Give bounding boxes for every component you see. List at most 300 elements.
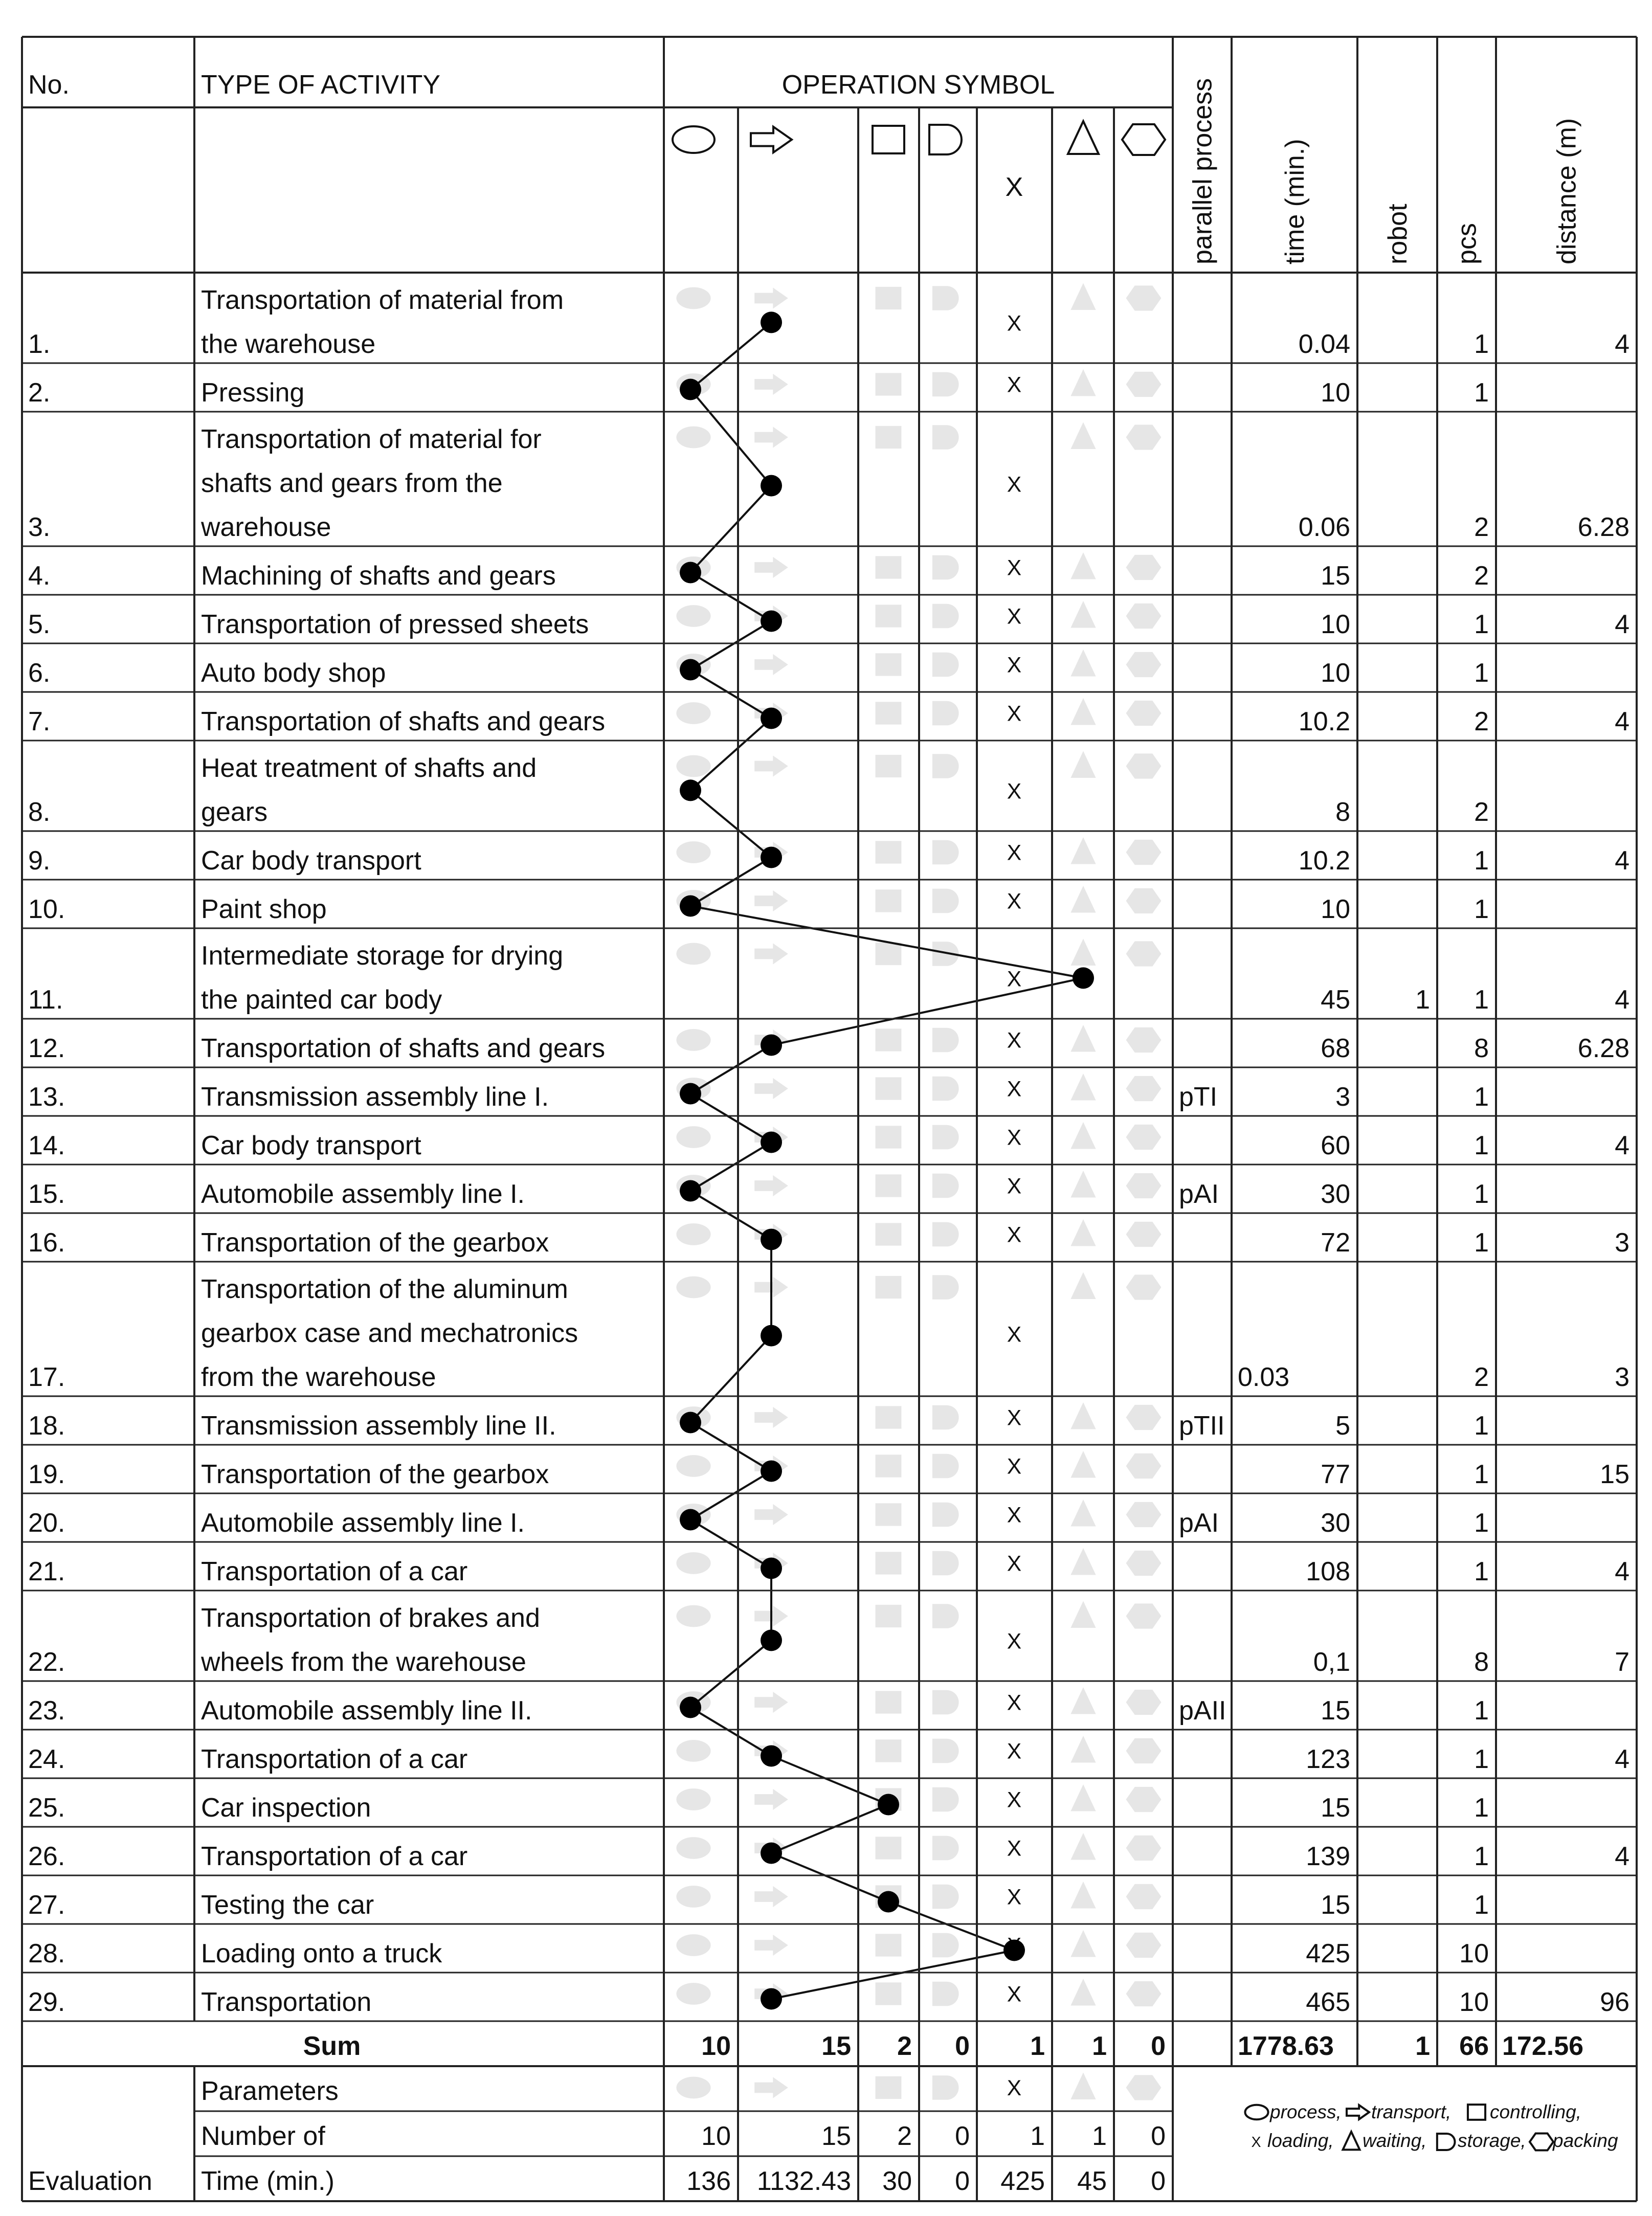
- faint-packing-symbol-icon: [1126, 1274, 1162, 1300]
- legend-loading-label: loading,: [1267, 2130, 1334, 2151]
- faint-transport-symbol-icon: [754, 1886, 788, 1907]
- selected-symbol-dot: [761, 311, 782, 333]
- row-activity-line: Transportation of brakes and: [201, 1603, 540, 1633]
- row-number: 13.: [28, 1082, 65, 1112]
- row-distance: 4: [1615, 1744, 1629, 1774]
- faint-packing-symbol-icon: [1126, 1738, 1162, 1763]
- row-time: 10.2: [1298, 846, 1350, 876]
- faint-loading-symbol-icon: X: [1007, 840, 1022, 865]
- row-number: 27.: [28, 1890, 65, 1920]
- faint-waiting-symbol-icon: [1070, 1548, 1096, 1575]
- evaluation-number-value: 15: [821, 2121, 851, 2151]
- row-activity-line: Car inspection: [201, 1793, 371, 1823]
- row-number: 14.: [28, 1131, 65, 1160]
- row-pcs: 1: [1474, 1228, 1489, 1258]
- selected-symbol-dot: [680, 779, 701, 801]
- selected-symbol-dot: [680, 1412, 701, 1434]
- row-activity-line: the warehouse: [201, 329, 376, 359]
- faint-controlling-symbol-icon: [876, 1934, 902, 1956]
- row-pcs: 2: [1474, 797, 1489, 827]
- sum-symbol-count: 1: [1092, 2031, 1107, 2061]
- faint-waiting-symbol-icon: [1070, 2072, 1096, 2099]
- legend-process-icon: [1245, 2105, 1268, 2120]
- header-robot: robot: [1383, 204, 1413, 264]
- evaluation-time-value: 425: [1000, 2166, 1045, 2196]
- selected-symbol-dot: [761, 611, 782, 632]
- evaluation-number-value: 1: [1092, 2121, 1107, 2151]
- faint-loading-symbol-icon: X: [1007, 1836, 1022, 1861]
- evaluation-number-value: 0: [955, 2121, 970, 2151]
- row-activity-line: warehouse: [201, 512, 331, 542]
- row-activity-line: Transportation of a car: [201, 1744, 468, 1774]
- row-number: 16.: [28, 1228, 65, 1258]
- row-number: 21.: [28, 1557, 65, 1586]
- faint-storage-symbol-icon: [932, 1077, 959, 1101]
- row-activity-line: Automobile assembly line I.: [201, 1508, 525, 1538]
- row-time: 0.03: [1238, 1362, 1290, 1392]
- faint-packing-symbol-icon: [1126, 1551, 1162, 1576]
- sum-distance: 172.56: [1502, 2031, 1584, 2061]
- row-pcs: 1: [1474, 1842, 1489, 1871]
- evaluation-number-value: 2: [897, 2121, 912, 2151]
- selected-symbol-dot: [680, 1083, 701, 1105]
- faint-controlling-symbol-icon: [876, 426, 902, 449]
- row-time: 139: [1306, 1842, 1350, 1871]
- row-distance: 4: [1615, 329, 1629, 359]
- evaluation-number-value: 1: [1030, 2121, 1045, 2151]
- row-pcs: 2: [1474, 1362, 1489, 1392]
- row-activity-line: Transportation of shafts and gears: [201, 707, 606, 736]
- selected-symbol-dot: [761, 475, 782, 497]
- evaluation-time-value: 45: [1077, 2166, 1107, 2196]
- faint-controlling-symbol-icon: [876, 702, 902, 724]
- faint-controlling-symbol-icon: [876, 653, 902, 676]
- row-activity-line: from the warehouse: [201, 1362, 436, 1392]
- row-number: 8.: [28, 797, 51, 827]
- evaluation-time-value: 136: [686, 2166, 731, 2196]
- faint-waiting-symbol-icon: [1070, 1687, 1096, 1714]
- row-parallel-process: pTI: [1179, 1082, 1218, 1112]
- faint-process-symbol-icon: [676, 605, 710, 627]
- faint-packing-symbol-icon: [1126, 941, 1162, 966]
- faint-process-symbol-icon: [676, 1126, 710, 1148]
- row-activity-line: Transportation of material from: [201, 285, 564, 315]
- faint-waiting-symbol-icon: [1070, 886, 1096, 912]
- faint-storage-symbol-icon: [932, 840, 959, 865]
- faint-controlling-symbol-icon: [876, 605, 902, 627]
- faint-transport-symbol-icon: [754, 890, 788, 911]
- header-no: No.: [28, 70, 70, 100]
- selected-symbol-dot: [761, 1745, 782, 1767]
- row-number: 9.: [28, 846, 51, 876]
- row-pcs: 10: [1459, 1987, 1489, 2017]
- row-pcs: 1: [1474, 1179, 1489, 1209]
- selected-symbol-dot: [680, 562, 701, 584]
- row-time: 108: [1306, 1557, 1350, 1586]
- row-time: 10: [1321, 658, 1350, 688]
- row-time: 0.06: [1298, 512, 1350, 542]
- row-number: 5.: [28, 610, 51, 639]
- legend-storage-label: storage,: [1458, 2130, 1526, 2151]
- faint-loading-symbol-icon: X: [1007, 1551, 1022, 1576]
- evaluation-time-value: 1132.43: [756, 2166, 851, 2196]
- header-pcs: pcs: [1452, 223, 1482, 264]
- faint-waiting-symbol-icon: [1070, 1025, 1096, 1051]
- row-number: 23.: [28, 1696, 65, 1726]
- row-time: 8: [1335, 797, 1350, 827]
- faint-transport-symbol-icon: [754, 1935, 788, 1956]
- faint-storage-symbol-icon: [932, 754, 959, 778]
- faint-loading-symbol-icon: X: [1007, 1174, 1022, 1199]
- row-distance: 4: [1615, 610, 1629, 639]
- faint-controlling-symbol-icon: [876, 1454, 902, 1477]
- legend-loading-icon: X: [1251, 2134, 1261, 2151]
- row-pcs: 8: [1474, 1034, 1489, 1063]
- faint-process-symbol-icon: [676, 1552, 710, 1574]
- selected-symbol-dot: [761, 1132, 782, 1153]
- faint-loading-symbol-icon: X: [1007, 779, 1022, 804]
- sum-symbol-count: 0: [1151, 2031, 1166, 2061]
- row-pcs: 1: [1474, 1793, 1489, 1823]
- faint-process-symbol-icon: [676, 1223, 710, 1245]
- faint-loading-symbol-icon: X: [1007, 1028, 1022, 1053]
- faint-storage-symbol-icon: [932, 604, 959, 629]
- row-number: 19.: [28, 1460, 65, 1489]
- faint-loading-symbol-icon: X: [1007, 1077, 1022, 1102]
- faint-packing-symbol-icon: [1126, 1787, 1162, 1812]
- row-distance: 4: [1615, 985, 1629, 1015]
- faint-loading-symbol-icon: X: [1007, 555, 1022, 580]
- faint-process-symbol-icon: [676, 1886, 710, 1908]
- row-distance: 15: [1600, 1460, 1629, 1489]
- selected-symbol-dot: [761, 708, 782, 729]
- row-pcs: 1: [1474, 658, 1489, 688]
- selected-symbol-dot: [878, 1794, 899, 1816]
- faint-storage-symbol-icon: [932, 1885, 959, 1909]
- faint-loading-symbol-icon: X: [1007, 2075, 1022, 2100]
- sum-symbol-count: 2: [897, 2031, 912, 2061]
- selected-symbol-dot: [761, 1229, 782, 1250]
- faint-packing-symbol-icon: [1126, 1603, 1162, 1628]
- faint-controlling-symbol-icon: [876, 373, 902, 395]
- faint-storage-symbol-icon: [932, 1174, 959, 1198]
- header-activity: TYPE OF ACTIVITY: [201, 70, 441, 100]
- faint-loading-symbol-icon: X: [1007, 1885, 1022, 1910]
- row-number: 24.: [28, 1744, 65, 1774]
- row-pcs: 2: [1474, 512, 1489, 542]
- row-number: 15.: [28, 1179, 65, 1209]
- row-pcs: 1: [1474, 1082, 1489, 1112]
- row-time: 77: [1321, 1460, 1350, 1489]
- faint-waiting-symbol-icon: [1070, 1451, 1096, 1478]
- faint-loading-symbol-icon: X: [1007, 1125, 1022, 1150]
- faint-process-symbol-icon: [676, 1740, 710, 1762]
- row-number: 7.: [28, 707, 51, 736]
- faint-process-symbol-icon: [676, 287, 710, 309]
- faint-controlling-symbol-icon: [876, 1223, 902, 1245]
- faint-transport-symbol-icon: [754, 1504, 788, 1525]
- legend-packing-icon: [1530, 2134, 1553, 2151]
- faint-process-symbol-icon: [676, 1277, 710, 1299]
- row-time: 123: [1306, 1744, 1350, 1774]
- faint-waiting-symbol-icon: [1070, 751, 1096, 777]
- row-pcs: 1: [1474, 894, 1489, 924]
- faint-waiting-symbol-icon: [1070, 1219, 1096, 1246]
- faint-transport-symbol-icon: [754, 1789, 788, 1810]
- row-activity-line: Transportation of the aluminum: [201, 1274, 568, 1304]
- faint-loading-symbol-icon: X: [1007, 1322, 1022, 1347]
- faint-controlling-symbol-icon: [876, 943, 902, 965]
- row-number: 28.: [28, 1939, 65, 1968]
- faint-storage-symbol-icon: [932, 1739, 959, 1763]
- faint-waiting-symbol-icon: [1070, 1979, 1096, 2005]
- selected-symbol-dot: [680, 1509, 701, 1531]
- row-number: 22.: [28, 1647, 65, 1677]
- row-time: 0,1: [1313, 1647, 1350, 1677]
- legend-waiting-label: waiting,: [1363, 2130, 1427, 2151]
- row-number: 20.: [28, 1508, 65, 1538]
- row-activity-line: Transportation of pressed sheets: [201, 610, 589, 639]
- row-time: 0.04: [1298, 329, 1350, 359]
- row-activity-line: Automobile assembly line II.: [201, 1696, 532, 1726]
- selected-symbol-dot: [761, 1325, 782, 1347]
- faint-loading-symbol-icon: X: [1007, 372, 1022, 397]
- faint-storage-symbol-icon: [932, 701, 959, 726]
- faint-storage-symbol-icon: [932, 1787, 959, 1812]
- row-time: 30: [1321, 1179, 1350, 1209]
- faint-packing-symbol-icon: [1126, 1222, 1162, 1247]
- row-distance: 4: [1615, 1131, 1629, 1160]
- faint-storage-symbol-icon: [932, 1690, 959, 1715]
- faint-transport-symbol-icon: [754, 943, 788, 964]
- row-number: 1.: [28, 329, 51, 359]
- row-number: 18.: [28, 1411, 65, 1441]
- faint-waiting-symbol-icon: [1070, 369, 1096, 396]
- row-activity-line: Automobile assembly line I.: [201, 1179, 525, 1209]
- row-activity-line: gears: [201, 797, 268, 827]
- faint-loading-symbol-icon: X: [1007, 653, 1022, 678]
- legend-process-label: process,: [1270, 2101, 1342, 2122]
- faint-loading-symbol-icon: X: [1007, 311, 1022, 336]
- faint-waiting-symbol-icon: [1070, 1272, 1096, 1299]
- row-time: 465: [1306, 1987, 1350, 2017]
- faint-waiting-symbol-icon: [1070, 601, 1096, 628]
- evaluation-number-value: 0: [1151, 2121, 1166, 2151]
- faint-waiting-symbol-icon: [1070, 1930, 1096, 1957]
- row-pcs: 1: [1474, 610, 1489, 639]
- row-pcs: 1: [1474, 1508, 1489, 1538]
- faint-controlling-symbol-icon: [876, 2076, 902, 2099]
- row-activity-line: Paint shop: [201, 894, 327, 924]
- faint-process-symbol-icon: [676, 2077, 710, 2099]
- faint-transport-symbol-icon: [754, 654, 788, 675]
- row-distance: 6.28: [1577, 512, 1629, 542]
- faint-waiting-symbol-icon: [1070, 422, 1096, 449]
- sum-robot: 1: [1415, 2031, 1430, 2061]
- selected-symbol-dot: [680, 659, 701, 681]
- faint-waiting-symbol-icon: [1070, 650, 1096, 676]
- header-loading-symbol-icon: X: [1005, 172, 1023, 202]
- row-time: 425: [1306, 1939, 1350, 1968]
- row-activity-line: Loading onto a truck: [201, 1939, 442, 1968]
- faint-transport-symbol-icon: [754, 1407, 788, 1428]
- faint-storage-symbol-icon: [932, 1933, 959, 1958]
- row-number: 11.: [28, 985, 63, 1015]
- evaluation-time-value: 30: [882, 2166, 912, 2196]
- faint-waiting-symbol-icon: [1070, 1601, 1096, 1627]
- faint-packing-symbol-icon: [1126, 372, 1162, 397]
- row-activity-line: Pressing: [201, 378, 305, 408]
- faint-storage-symbol-icon: [932, 1454, 959, 1479]
- faint-process-symbol-icon: [676, 702, 710, 724]
- faint-storage-symbol-icon: [932, 286, 959, 310]
- faint-storage-symbol-icon: [932, 1405, 959, 1430]
- row-robot: 1: [1415, 985, 1430, 1015]
- faint-waiting-symbol-icon: [1070, 1736, 1096, 1762]
- faint-loading-symbol-icon: X: [1007, 1629, 1022, 1654]
- faint-storage-symbol-icon: [932, 1125, 959, 1150]
- faint-loading-symbol-icon: X: [1007, 1222, 1022, 1247]
- row-activity-line: Transportation of the gearbox: [201, 1460, 549, 1489]
- evaluation-time-label: Time (min.): [201, 2166, 334, 2196]
- faint-controlling-symbol-icon: [876, 1739, 902, 1762]
- row-time: 45: [1321, 985, 1350, 1015]
- faint-waiting-symbol-icon: [1070, 1882, 1096, 1908]
- faint-controlling-symbol-icon: [876, 1552, 902, 1574]
- faint-transport-symbol-icon: [754, 427, 788, 447]
- row-activity-line: Transportation: [201, 1987, 372, 2017]
- faint-controlling-symbol-icon: [876, 287, 902, 309]
- header-distance: distance (m): [1552, 118, 1582, 264]
- faint-controlling-symbol-icon: [876, 556, 902, 578]
- faint-waiting-symbol-icon: [1070, 1073, 1096, 1100]
- faint-packing-symbol-icon: [1126, 1125, 1162, 1150]
- faint-waiting-symbol-icon: [1070, 1833, 1096, 1860]
- legend-transport-icon: [1347, 2105, 1369, 2119]
- evaluation-time-value: 0: [955, 2166, 970, 2196]
- row-parallel-process: pTII: [1179, 1411, 1225, 1441]
- header-parallel-process: parallel process: [1188, 78, 1218, 264]
- sum-symbol-count: 15: [821, 2031, 851, 2061]
- row-time: 10: [1321, 378, 1350, 408]
- row-distance: 6.28: [1577, 1034, 1629, 1063]
- faint-storage-symbol-icon: [932, 1604, 959, 1628]
- row-parallel-process: pAII: [1179, 1696, 1226, 1726]
- row-distance: 4: [1615, 1557, 1629, 1586]
- row-distance: 96: [1600, 1987, 1629, 2017]
- header-waiting-symbol-icon: [1068, 121, 1099, 154]
- faint-packing-symbol-icon: [1126, 1933, 1162, 1958]
- legend-packing-label: packing: [1553, 2130, 1618, 2151]
- faint-waiting-symbol-icon: [1070, 1499, 1096, 1526]
- sum-time: 1778.63: [1238, 2031, 1334, 2061]
- row-pcs: 1: [1474, 1460, 1489, 1489]
- row-activity-line: Transportation of a car: [201, 1557, 468, 1586]
- row-activity-line: Transportation of a car: [201, 1842, 468, 1871]
- faint-storage-symbol-icon: [932, 889, 959, 913]
- row-number: 3.: [28, 512, 51, 542]
- selected-symbol-dot: [680, 1180, 701, 1202]
- row-number: 26.: [28, 1842, 65, 1871]
- selected-symbol-dot: [680, 1697, 701, 1718]
- evaluation-number-value: 10: [701, 2121, 731, 2151]
- faint-transport-symbol-icon: [754, 1175, 788, 1196]
- faint-packing-symbol-icon: [1126, 1690, 1162, 1715]
- header-process-symbol-icon: [673, 126, 715, 153]
- faint-transport-symbol-icon: [754, 287, 788, 308]
- legend-controlling-icon: [1468, 2105, 1485, 2120]
- row-activity-line: Transportation of the gearbox: [201, 1228, 549, 1258]
- selected-symbol-dot: [761, 1035, 782, 1056]
- row-time: 68: [1321, 1034, 1350, 1063]
- faint-loading-symbol-icon: X: [1007, 967, 1022, 992]
- legend-waiting-icon: [1343, 2132, 1360, 2150]
- header-transport-symbol-icon: [751, 127, 792, 152]
- faint-packing-symbol-icon: [1126, 603, 1162, 629]
- faint-controlling-symbol-icon: [876, 1276, 902, 1299]
- row-pcs: 1: [1474, 378, 1489, 408]
- row-number: 6.: [28, 658, 51, 688]
- faint-waiting-symbol-icon: [1070, 1402, 1096, 1429]
- faint-storage-symbol-icon: [932, 425, 959, 450]
- faint-packing-symbol-icon: [1126, 840, 1162, 865]
- row-number: 17.: [28, 1362, 65, 1392]
- row-distance: 4: [1615, 707, 1629, 736]
- row-number: 10.: [28, 894, 65, 924]
- faint-process-symbol-icon: [676, 841, 710, 863]
- row-activity-line: Car body transport: [201, 846, 421, 876]
- row-activity-line: the painted car body: [201, 985, 442, 1015]
- faint-packing-symbol-icon: [1126, 888, 1162, 913]
- selected-symbol-dot: [761, 1988, 782, 2010]
- faint-process-symbol-icon: [676, 1983, 710, 2005]
- header-operation-symbol: OPERATION SYMBOL: [782, 70, 1055, 100]
- row-number: 25.: [28, 1793, 65, 1823]
- row-time: 15: [1321, 561, 1350, 591]
- faint-loading-symbol-icon: X: [1007, 1503, 1022, 1528]
- row-pcs: 1: [1474, 846, 1489, 876]
- faint-packing-symbol-icon: [1126, 1027, 1162, 1053]
- row-activity-line: Testing the car: [201, 1890, 374, 1920]
- row-pcs: 8: [1474, 1647, 1489, 1677]
- row-activity-line: Auto body shop: [201, 658, 386, 688]
- row-pcs: 1: [1474, 1557, 1489, 1586]
- selected-symbol-dot: [680, 896, 701, 917]
- faint-storage-symbol-icon: [932, 1836, 959, 1861]
- faint-packing-symbol-icon: [1126, 753, 1162, 778]
- faint-loading-symbol-icon: X: [1007, 889, 1022, 914]
- sum-label: Sum: [303, 2031, 361, 2061]
- row-time: 5: [1335, 1411, 1350, 1441]
- faint-waiting-symbol-icon: [1070, 552, 1096, 579]
- row-distance: 4: [1615, 846, 1629, 876]
- selected-symbol-dot: [878, 1891, 899, 1913]
- faint-packing-symbol-icon: [1126, 1076, 1162, 1101]
- faint-storage-symbol-icon: [932, 2075, 959, 2100]
- row-time: 10: [1321, 610, 1350, 639]
- faint-controlling-symbol-icon: [876, 1406, 902, 1428]
- faint-controlling-symbol-icon: [876, 1605, 902, 1627]
- row-time: 3: [1335, 1082, 1350, 1112]
- row-number: 2.: [28, 378, 51, 408]
- row-time: 30: [1321, 1508, 1350, 1538]
- header-controlling-symbol-icon: [873, 126, 904, 153]
- row-pcs: 1: [1474, 1890, 1489, 1920]
- sum-symbol-count: 10: [701, 2031, 731, 2061]
- faint-process-symbol-icon: [676, 1934, 710, 1956]
- row-pcs: 1: [1474, 1411, 1489, 1441]
- faint-controlling-symbol-icon: [876, 889, 902, 912]
